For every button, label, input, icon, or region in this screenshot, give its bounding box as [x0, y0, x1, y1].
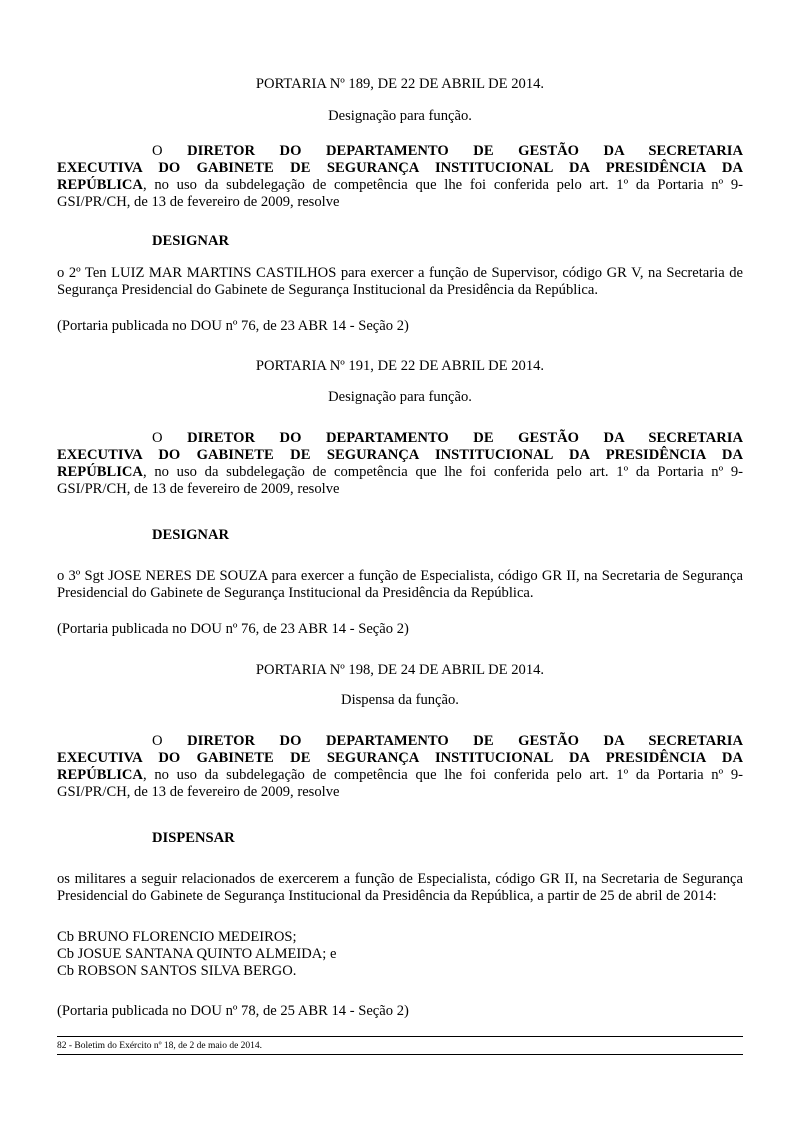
preamble-line-1: O DIRETOR DO DEPARTAMENTO DE GESTÃO DA SECRETARIA [152, 733, 743, 749]
footer-rule-bottom [57, 1054, 743, 1055]
footer-rule-top [57, 1036, 743, 1037]
portaria-body: o 3º Sgt JOSE NERES DE SOUZA para exercer a função de Especialista, código GR II, na Secretaria de Segurança Presidencial do Gabinete de Segurança Institucional da Presidência da República. [57, 568, 743, 601]
portaria-verb: DISPENSAR [152, 830, 235, 846]
portaria-publication: (Portaria publicada no DOU nº 76, de 23 ABR 14 - Seção 2) [57, 318, 409, 334]
preamble-line-2: EXECUTIVA DO GABINETE DE SEGURANÇA INSTITUCIONAL DA PRESIDÊNCIA DA [57, 160, 743, 176]
portaria-subtitle: Designação para função. [328, 108, 472, 124]
portaria-verb: DESIGNAR [152, 527, 230, 543]
list-item: Cb ROBSON SANTOS SILVA BERGO. [57, 963, 297, 979]
portaria-preamble [57, 143, 743, 211]
list-item: Cb JOSUE SANTANA QUINTO ALMEIDA; e [57, 946, 337, 962]
preamble-line-2: EXECUTIVA DO GABINETE DE SEGURANÇA INSTITUCIONAL DA PRESIDÊNCIA DA [57, 750, 743, 766]
preamble-line-3: REPÚBLICA, no uso da subdelegação de competência que lhe foi conferida pelo art. 1º da Portaria nº 9-GSI/PR/CH, de 13 de fevereiro de 2009, resolve [57, 464, 743, 497]
names-list [57, 929, 743, 980]
preamble-line-3: REPÚBLICA, no uso da subdelegação de competência que lhe foi conferida pelo art. 1º da Portaria nº 9-GSI/PR/CH, de 13 de fevereiro de 2009, resolve [57, 177, 743, 210]
portaria-subtitle: Dispensa da função. [341, 692, 459, 708]
portaria-subtitle: Designação para função. [328, 389, 472, 405]
portaria-publication: (Portaria publicada no DOU nº 78, de 25 ABR 14 - Seção 2) [57, 1003, 409, 1019]
portaria-preamble [57, 430, 743, 498]
preamble-line-3: REPÚBLICA, no uso da subdelegação de competência que lhe foi conferida pelo art. 1º da Portaria nº 9-GSI/PR/CH, de 13 de fevereiro de 2009, resolve [57, 767, 743, 800]
portaria-title: PORTARIA Nº 198, DE 24 DE ABRIL DE 2014. [255, 662, 545, 678]
portaria-publication: (Portaria publicada no DOU nº 76, de 23 ABR 14 - Seção 2) [57, 621, 409, 637]
preamble-line-1: O DIRETOR DO DEPARTAMENTO DE GESTÃO DA SECRETARIA [152, 430, 743, 446]
portaria-body: os militares a seguir relacionados de exercerem a função de Especialista, código GR II, na Secretaria de Segurança Presidencial do Gabinete de Segurança Institucional da Presidência da República, a partir de 25 de abril de 2014: [57, 871, 743, 904]
portaria-title: PORTARIA Nº 189, DE 22 DE ABRIL DE 2014. [255, 76, 545, 92]
portaria-preamble [57, 733, 743, 801]
portaria-verb: DESIGNAR [152, 233, 230, 249]
preamble-line-2: EXECUTIVA DO GABINETE DE SEGURANÇA INSTITUCIONAL DA PRESIDÊNCIA DA [57, 447, 743, 463]
portaria-title: PORTARIA Nº 191, DE 22 DE ABRIL DE 2014. [255, 358, 545, 374]
list-item: Cb BRUNO FLORENCIO MEDEIROS; [57, 929, 297, 945]
footer-text: 82 - Boletim do Exército nº 18, de 2 de maio de 2014. [57, 1041, 263, 1051]
portaria-body: o 2º Ten LUIZ MAR MARTINS CASTILHOS para exercer a função de Supervisor, código GR V, na Secretaria de Segurança Presidencial do Gabinete de Segurança Institucional da Presidência da República. [57, 265, 743, 298]
preamble-line-1: O DIRETOR DO DEPARTAMENTO DE GESTÃO DA SECRETARIA [152, 143, 743, 159]
